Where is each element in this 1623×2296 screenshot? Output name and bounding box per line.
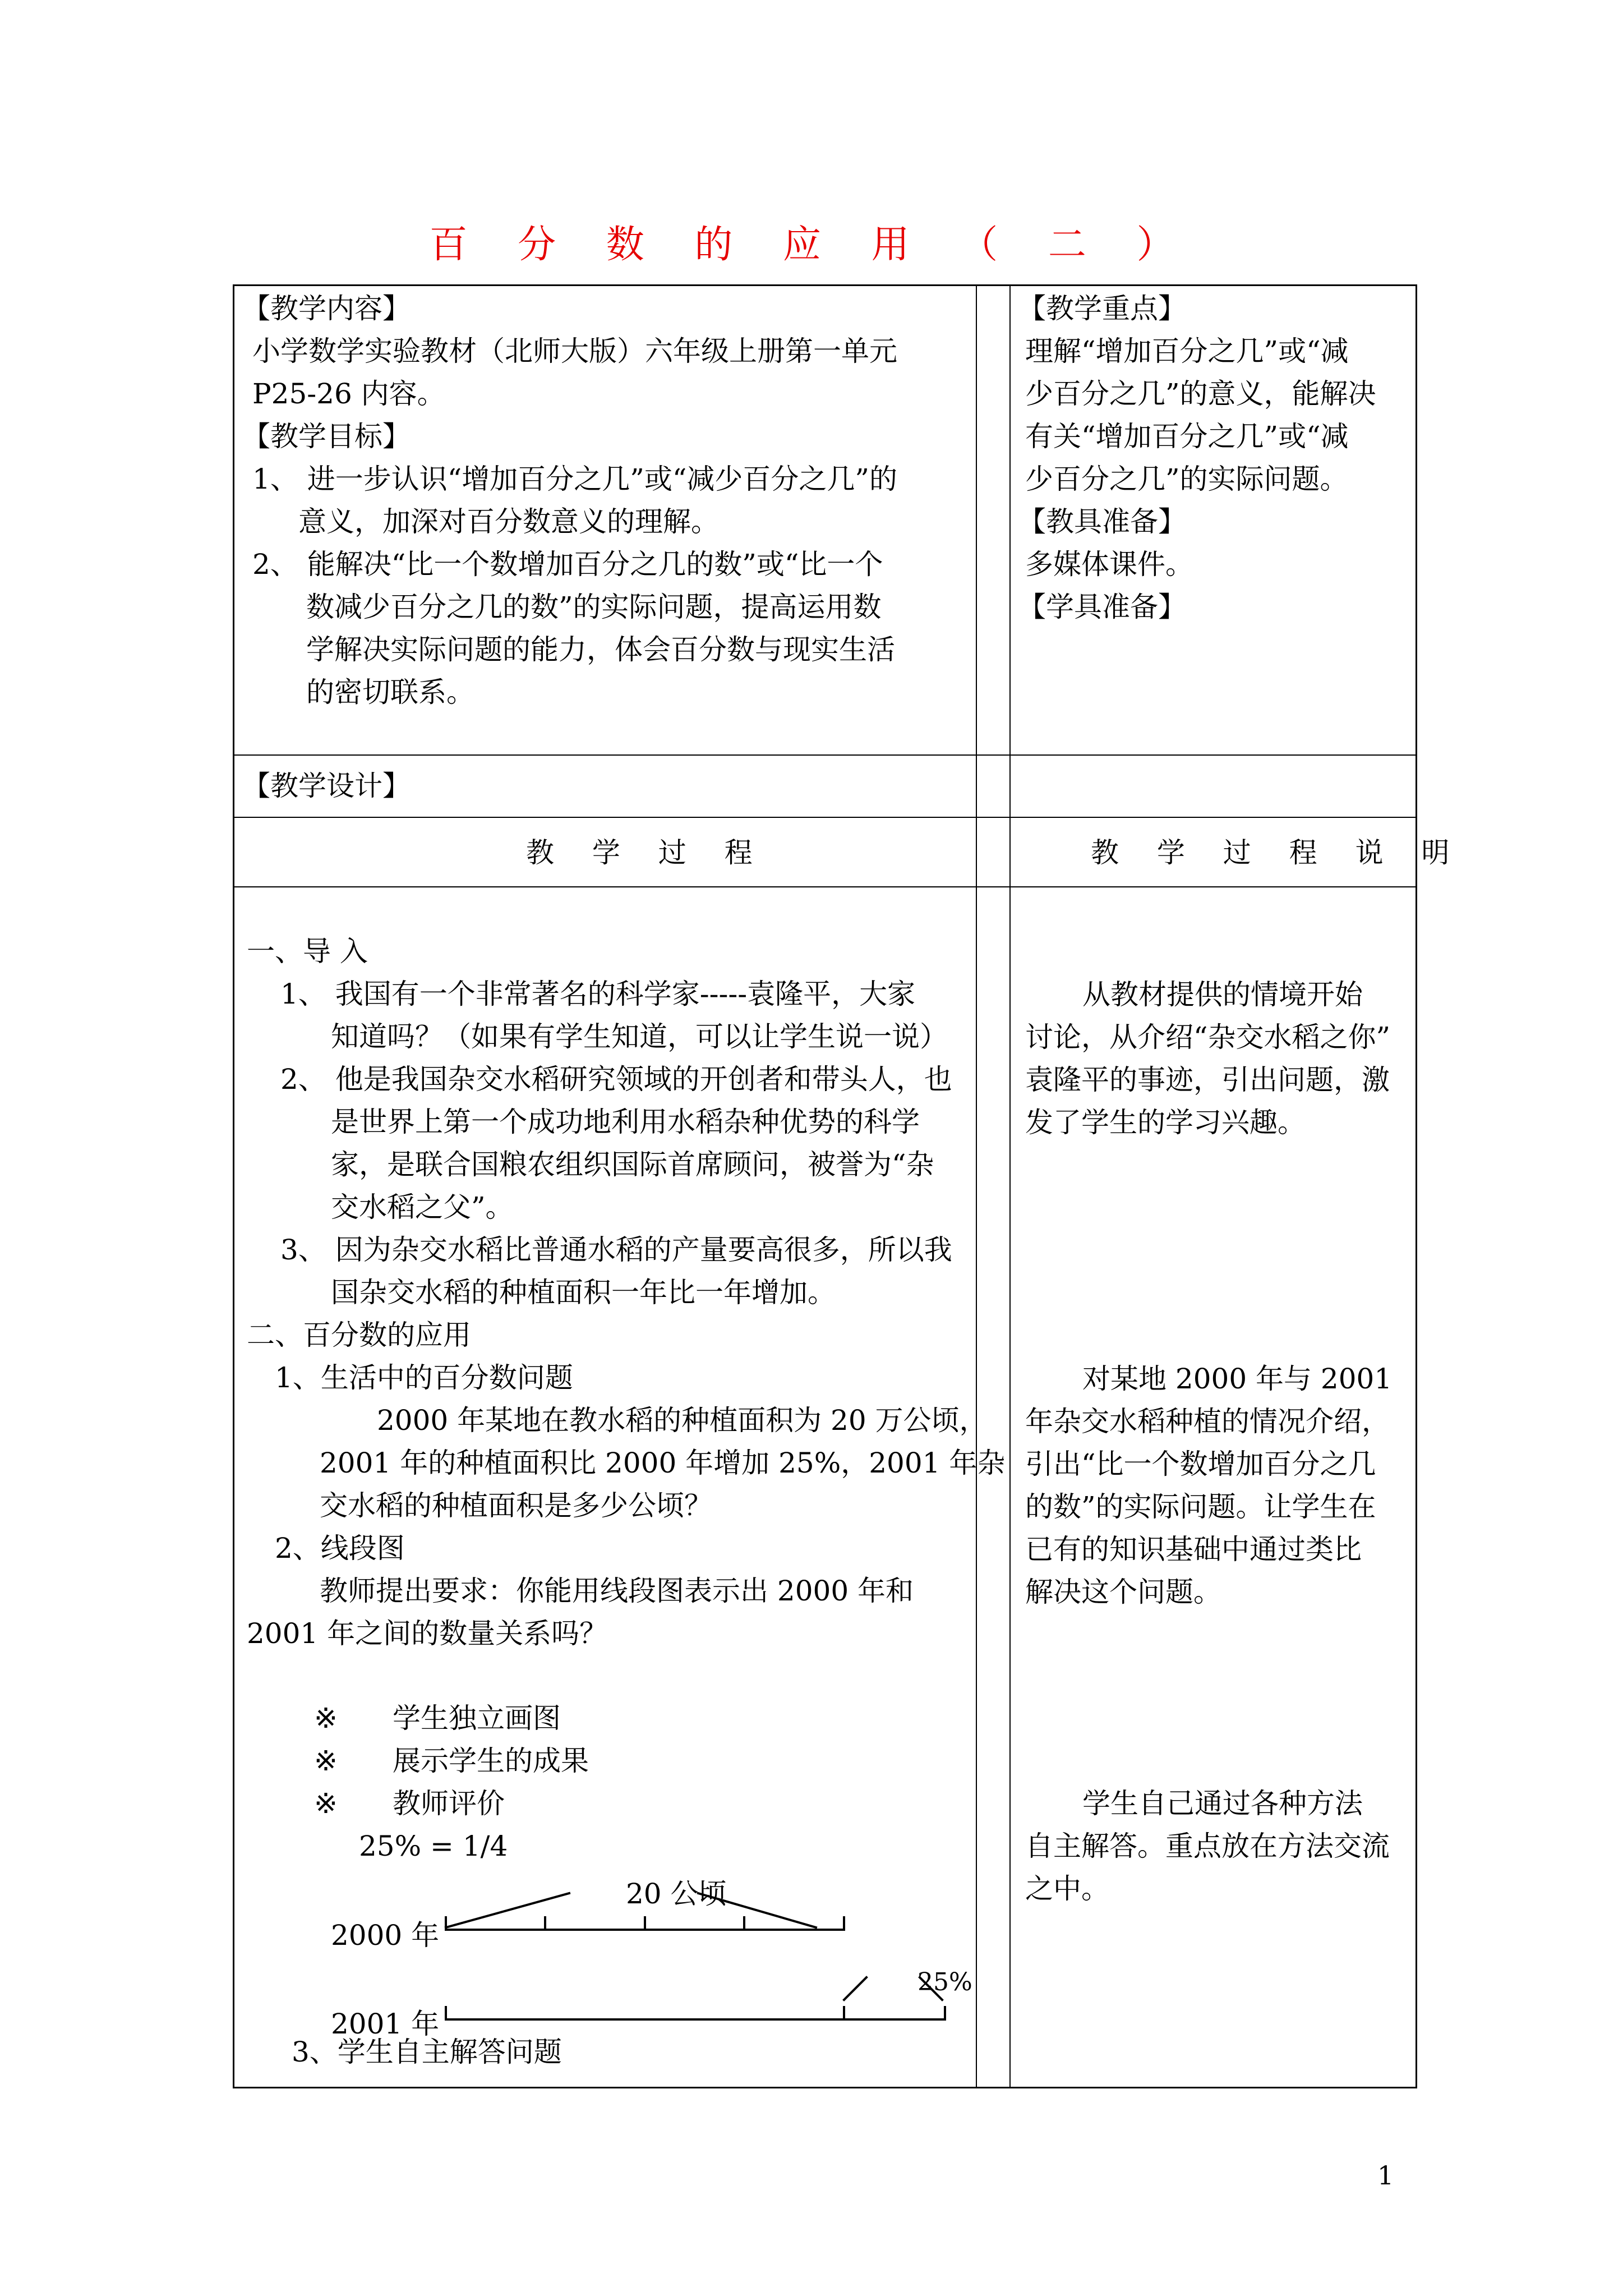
process-line: 知道吗？（如果有学生知道，可以让学生说一说） — [331, 1020, 948, 1053]
process-line: 是世界上第一个成功地利用水稻杂种优势的科学 — [331, 1106, 920, 1138]
process-line: 2、线段图 — [275, 1532, 405, 1565]
goal-line: 的密切联系。 — [306, 676, 474, 708]
header-teaching-process: 教 学 过 程 — [526, 836, 767, 869]
heading-teaching-tools: 【教具准备】 — [1018, 505, 1186, 538]
explanation-line: 已有的知识基础中通过类比 — [1025, 1533, 1362, 1566]
tools-line: 多媒体课件。 — [1025, 548, 1193, 581]
explanation-line: 袁隆平的事迹，引出问题，激 — [1025, 1064, 1390, 1096]
explanation-line: 解决这个问题。 — [1025, 1576, 1221, 1608]
key-line: 理解“增加百分之几”或“减 — [1025, 335, 1349, 367]
page-title: 百 分 数 的 应 用 （ 二 ） — [429, 223, 1194, 267]
bullet-mark: ※ — [314, 1787, 338, 1820]
heading-student-tools: 【学具准备】 — [1018, 591, 1186, 623]
key-line: 少百分之几”的实际问题。 — [1025, 463, 1348, 495]
process-line: 交水稻的种植面积是多少公顷？ — [320, 1489, 712, 1522]
bullet-text: 学生独立画图 — [393, 1702, 561, 1734]
explanation-line: 之中。 — [1025, 1872, 1109, 1905]
explanation-line: 讨论，从介绍“杂交水稻之你” — [1025, 1021, 1391, 1053]
process-line: 3、 因为杂交水稻比普通水稻的产量要高很多，所以我 — [280, 1234, 952, 1266]
explanation-line: 从教材提供的情境开始 — [1082, 978, 1363, 1011]
explanation-line: 自主解答。重点放在方法交流 — [1025, 1830, 1390, 1862]
explanation-line: 年杂交水稻种植的情况介绍， — [1025, 1405, 1390, 1438]
explanation-line: 发了学生的学习兴趣。 — [1025, 1106, 1306, 1139]
explanation-line: 对某地 2000 年与 2001 — [1082, 1363, 1393, 1395]
explanation-line: 学生自己通过各种方法 — [1082, 1787, 1363, 1820]
process-line: 国杂交水稻的种植面积一年比一年增加。 — [331, 1276, 836, 1309]
process-line: 交水稻之父”。 — [331, 1191, 514, 1223]
header-process-explanation: 教 学 过 程 说 明 — [1091, 836, 1464, 869]
content-line: P25-26 内容。 — [252, 378, 445, 410]
key-line: 有关“增加百分之几”或“减 — [1025, 420, 1349, 453]
bullet-mark: ※ — [314, 1745, 338, 1777]
process-line: 1、生活中的百分数问题 — [275, 1361, 573, 1394]
page-number: 1 — [1377, 2160, 1394, 2191]
process-line: 1、 我国有一个非常著名的科学家-----袁隆平，大家 — [280, 978, 916, 1010]
process-line: 2、 他是我国杂交水稻研究领域的开创者和带头人，也 — [280, 1063, 952, 1096]
content-line: 小学数学实验教材（北师大版）六年级上册第一单元 — [252, 335, 897, 367]
bullet-text: 展示学生的成果 — [393, 1745, 589, 1777]
goal-line: 学解决实际问题的能力，体会百分数与现实生活 — [306, 633, 895, 666]
explanation-line: 的数”的实际问题。让学生在 — [1025, 1490, 1376, 1523]
bullet-mark: ※ — [314, 1702, 338, 1734]
diagram-label-2001: 2001 年 — [331, 2008, 440, 2040]
goal-line: 1、 进一步认识“增加百分之几”或“减少百分之几”的 — [252, 463, 897, 495]
section-title: 二、百分数的应用 — [247, 1319, 471, 1351]
heading-key-points: 【教学重点】 — [1018, 292, 1186, 325]
process-line: 2001 年之间的数量关系吗？ — [247, 1617, 608, 1650]
process-line: 2000 年某地在教水稻的种植面积为 20 万公顷， — [377, 1404, 988, 1437]
diagram-label-2000: 2000 年 — [331, 1919, 440, 1952]
diagram-label-25-percent: 25% — [917, 1968, 972, 1996]
goal-line: 意义，加深对百分数意义的理解。 — [298, 505, 719, 538]
process-line: 3、学生自主解答问题 — [292, 2036, 562, 2068]
key-line: 少百分之几”的意义，能解决 — [1025, 378, 1376, 410]
diagram-label-20-hectares: 20 公顷 — [626, 1878, 727, 1910]
heading-teaching-goal: 【教学目标】 — [242, 420, 411, 453]
equation: 25% = 1/4 — [359, 1830, 508, 1862]
goal-line: 2、 能解决“比一个数增加百分之几的数”或“比一个 — [252, 548, 883, 581]
section-title: 一、导 入 — [247, 935, 368, 968]
process-line: 2001 年的种植面积比 2000 年增加 25%，2001 年杂 — [320, 1447, 1006, 1479]
heading-teaching-design: 【教学设计】 — [242, 770, 411, 802]
process-line: 家，是联合国粮农组织国际首席顾问，被誉为“杂 — [331, 1148, 934, 1181]
explanation-line: 引出“比一个数增加百分之几 — [1025, 1448, 1376, 1480]
process-line: 教师提出要求：你能用线段图表示出 2000 年和 — [320, 1575, 914, 1607]
bullet-text: 教师评价 — [393, 1787, 505, 1820]
goal-line: 数减少百分之几的数”的实际问题，提高运用数 — [306, 591, 882, 623]
heading-teaching-content: 【教学内容】 — [242, 292, 411, 325]
